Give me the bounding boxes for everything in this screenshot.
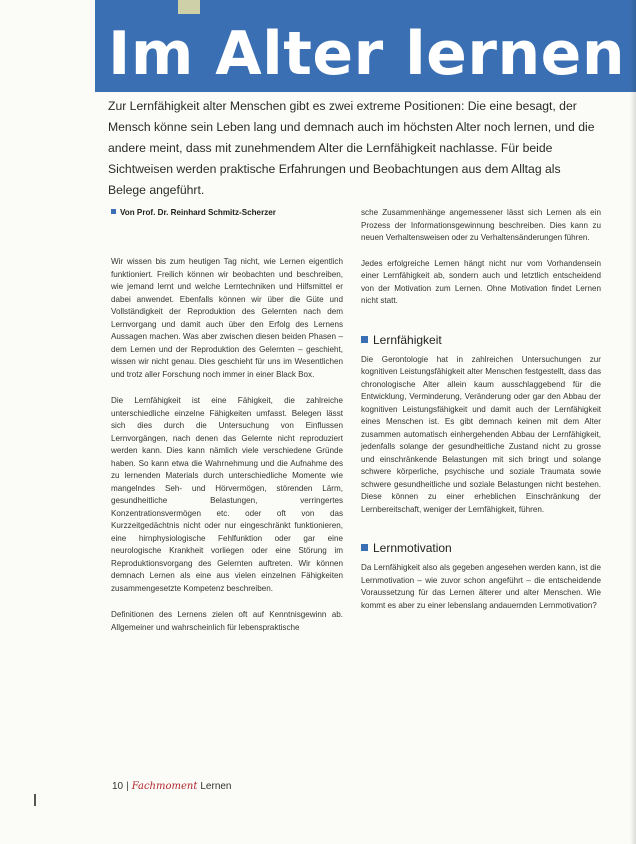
body-paragraph: Die Lernfähigkeit ist eine Fähigkeit, die zahlreiche unterschiedliche einzelne Fähigkeiten umfasst. Belegen lässt sich dies durch die Untersuchung von Einflussen Lernvorgängen, nach denen das Gelernte nicht reproduziert werden kann. Dies kann nämlich viele verschiedene Gründe haben. So kann etwa die Wahrnehmung und die Aufnahme des zu lernenden Materials durch unterschiedliche Momente wie mangelndes Seh- und Hörvermögen, störenden Lärm, gesundheitliche Belastungen, verringertes Konzentrationsvermögen etc. oder oft von das Kurzzeitgedächtnis nicht oder nur eingeschränkt funktionieren, eine hirnphysiologische Fehlfunktion oder gar eine neurologische Krankheit vorliegen oder eine Störung im Reproduktionsvorgang des Gelernten auftreten. Wir können demnach Lernen als eine aus vielen einzelnen Fähigkeiten zusammengesetzte Kompetenz beschreiben. (111, 396, 343, 593)
body-paragraph: sche Zusammenhänge angemessener lässt sich Lernen als ein Prozess der Informationsgewinnung beschreiben. Dies kann zu neuen Verhaltensweisen oder zu Verhaltensänderungen führen. (361, 208, 601, 242)
byline-bullet-icon (111, 209, 116, 214)
page-edge-shadow (630, 0, 636, 844)
body-paragraph: Definitionen des Lernens zielen oft auf Kenntnisgewinn ab. Allgemeiner und wahrscheinlich für lebenspraktische (111, 610, 343, 632)
page-footer (112, 780, 232, 794)
author-byline (111, 207, 343, 219)
heading-square-icon (361, 336, 368, 343)
page-title: Im Alter lernen (108, 19, 626, 89)
tape-mark (178, 0, 200, 14)
left-column (111, 207, 343, 634)
heading-square-icon (361, 544, 368, 551)
right-column (361, 207, 601, 612)
section-heading-lernfaehigkeit: Lernfähigkeit (361, 332, 601, 348)
footer-separator: | (126, 781, 129, 792)
author-name: Von Prof. Dr. Reinhard Schmitz-Scherzer (120, 208, 276, 217)
body-paragraph: Wir wissen bis zum heutigen Tag nicht, wie Lernen eigentlich funktioniert. Freilich können wir beobachten und beschreiben, wie jemand lernt und welche Lerntechniken und Hilfsmittel er dabei anwendet. Ebenfalls können wir über die Güte und Vollständigkeit der Reproduktion des Gelernten nach dem Lernvorgang und damit auch über den Erfolg des Lernens Aussagen machen. Was aber zwischen diesen beiden Phasen – dem Lernen und der Reproduktion des Gelernten – geschieht, wissen wir nicht genau. Dies geschieht für uns im Wesentlichen und trotz aller Forschung noch immer in einer Black Box. (111, 257, 343, 379)
body-paragraph: Da Lernfähigkeit also als gegeben angesehen werden kann, ist die Lernmotivation – wie zuvor schon angeführt – die entscheidende Voraussetzung für das Lernen älterer und alter Menschen. Wie kommt es aber zu einer lebenslang andauernden Lernmotivation? (361, 563, 601, 610)
footer-section: Lernen (200, 781, 232, 792)
body-paragraph: Die Gerontologie hat in zahlreichen Untersuchungen zur kognitiven Leistungsfähigkeit alter Menschen festgestellt, dass das chronologische Alter allein kaum ausschlaggebend für die Entwicklung, Verminderung, Veränderung oder gar den Abbau der kognitiven Leistungsfähigkeit und damit auch der Lernfähigkeit eines Menschen ist. Es gibt demnach keinen mit dem Alter zusammen automatisch einhergehenden Abbau der Lernfähigkeit, jedenfalls solange der gesundheitliche Zustand nicht zu grosse und einschränkende Belastungen mit sich bringt und solange schwere körperliche, psychische und soziale Traumata sowie schwere gesundheitliche und soziale Belastungen nicht bestehen. Diese können zu einer erheblichen Einschränkung der Lernbereitschaft, weniger der Lernfähigkeit, führen. (361, 354, 601, 514)
intro-paragraph: Zur Lernfähigkeit alter Menschen gibt es zwei extreme Positionen: Die eine besagt, der Mensch könne sein Leben lang und demnach auch im höchsten Alter noch lernen, und die andere meint, dass mit zunehmendem Alter die Lernfähigkeit nachlasse. Für beide Sichtweisen werden praktische Erfahrungen und Beobachtungen aus dem Alltag als Belege angeführt. (108, 99, 595, 197)
brand-logo: Fachmoment (131, 781, 198, 792)
page-number: 10 (112, 781, 124, 792)
section-heading-lernmotivation: Lernmotivation (361, 540, 601, 556)
body-paragraph: Jedes erfolgreiche Lernen hängt nicht nur vom Vorhandensein einer Lernfähigkeit ab, sondern auch und letztlich entscheidend von der Motivation zum Lernen. Ohne Motivation findet Lernen nicht statt. (361, 258, 601, 305)
margin-mark (34, 794, 36, 806)
